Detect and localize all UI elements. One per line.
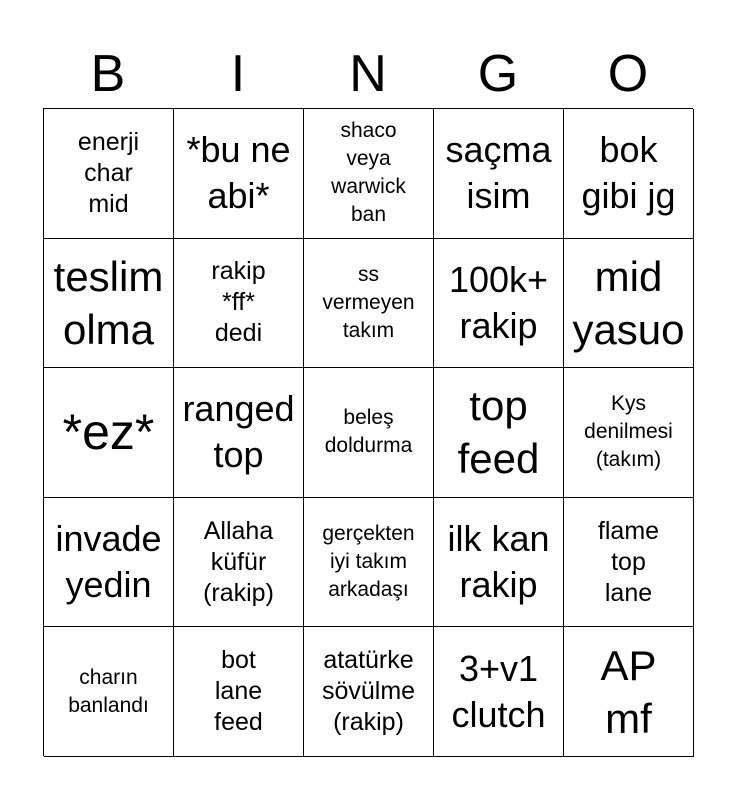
cell-text: enerji char mid [77,127,140,218]
header-letter-g: G [477,45,519,103]
header-letter-i: I [230,45,246,103]
bingo-cell-r3c5[interactable] [564,368,694,498]
bingo-cell-r5c5[interactable] [564,627,694,757]
cell-text: rakip *ff* dedi [211,257,266,348]
cell-text: flame top lane [597,516,660,607]
cell-text: bot lane feed [214,646,263,737]
cell-text: invade yedin [55,518,162,606]
cell-text: charın banlandı [68,665,149,717]
cell-text: ilk kan rakip [447,518,550,606]
bingo-cell-r5c2[interactable] [174,627,304,757]
cell-text: beleş doldurma [324,406,413,458]
bingo-cell-r1c5[interactable] [564,109,694,239]
header-letter-n: N [349,45,387,103]
bingo-cell-r5c3[interactable] [304,627,434,757]
bingo-cell-r1c2[interactable] [174,109,304,239]
cell-text: bok gibi jg [581,129,676,217]
bingo-cell-r2c5[interactable] [564,239,694,369]
bingo-cell-r1c3[interactable] [304,109,434,239]
cell-text: shaco veya warwick ban [331,119,406,227]
cell-text: 3+v1 clutch [451,647,546,735]
bingo-cell-r2c1[interactable] [44,239,174,369]
bingo-cell-r1c1[interactable] [44,109,174,239]
cell-text: mid yasuo [572,252,685,353]
bingo-cell-r4c5[interactable] [564,498,694,628]
cell-text: ranged top [182,388,295,476]
bingo-cell-r3c1[interactable] [44,368,174,498]
bingo-cell-r2c4[interactable] [434,239,564,369]
cell-text: Allaha küfür (rakip) [203,516,274,607]
bingo-cell-r1c4[interactable] [434,109,564,239]
bingo-cell-r4c4[interactable] [434,498,564,628]
bingo-cell-r3c2[interactable] [174,368,304,498]
cell-text: *bu ne abi* [186,129,291,217]
cell-text: top feed [457,382,540,483]
cell-text: 100k+ rakip [448,258,549,346]
bingo-cell-r3c3[interactable] [304,368,434,498]
bingo-cell-r4c1[interactable] [44,498,174,628]
bingo-cell-r4c3[interactable] [304,498,434,628]
cell-text: atatürke sövülme (rakip) [321,646,416,737]
bingo-header [43,44,693,104]
bingo-cell-r5c1[interactable] [44,627,174,757]
bingo-cell-r4c2[interactable] [174,498,304,628]
cell-text: Kys denilmesi (takım) [584,392,673,472]
cell-text: ss vermeyen takım [322,262,415,342]
bingo-cell-r2c3[interactable] [304,239,434,369]
bingo-cell-r5c4[interactable] [434,627,564,757]
bingo-board [43,108,693,756]
header-letter-o: O [607,45,649,103]
bingo-cell-r2c2[interactable] [174,239,304,369]
bingo-cell-r3c4[interactable] [434,368,564,498]
cell-text: teslim olma [53,252,164,353]
cell-text: gerçekten iyi takım arkadaşı [322,522,415,602]
header-letter-b: B [90,45,126,103]
cell-text: AP mf [600,641,657,742]
cell-text: saçma isim [445,129,552,217]
cell-text: *ez* [62,404,155,461]
